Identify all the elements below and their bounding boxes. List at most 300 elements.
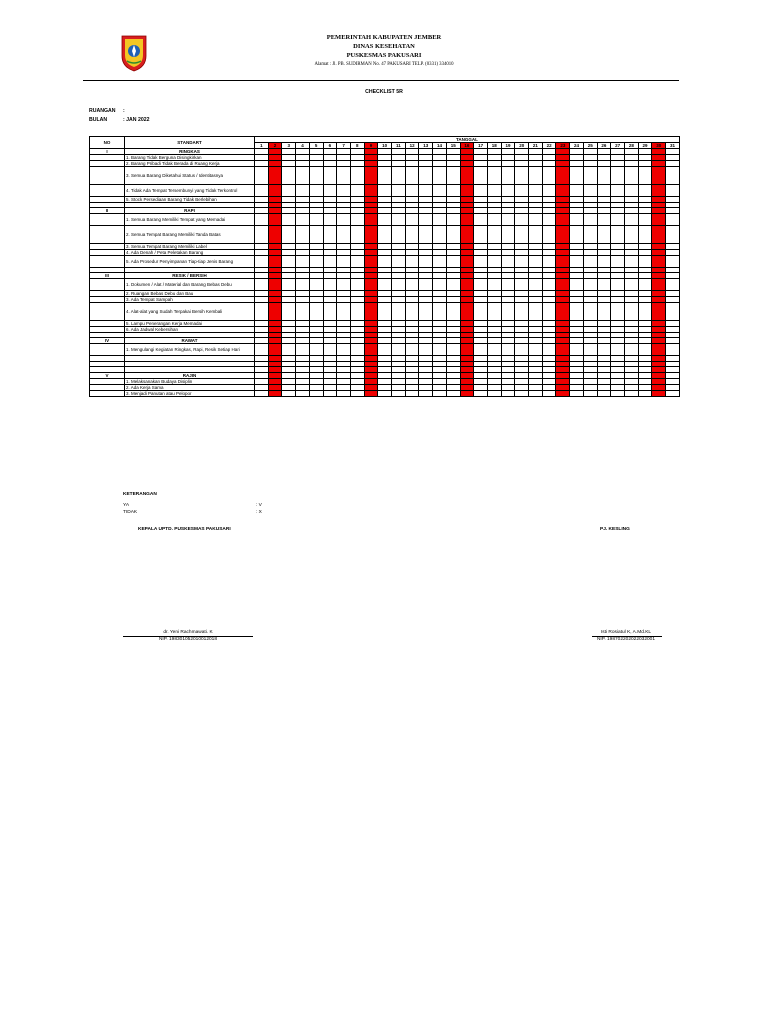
check-cell[interactable] (638, 390, 652, 396)
check-cell[interactable] (487, 255, 501, 267)
check-cell[interactable] (515, 167, 529, 185)
check-cell[interactable] (350, 344, 364, 356)
check-cell[interactable] (378, 184, 392, 196)
check-cell[interactable] (652, 390, 666, 396)
check-cell[interactable] (392, 226, 406, 244)
check-cell[interactable] (611, 303, 625, 321)
check-cell[interactable] (515, 390, 529, 396)
check-cell[interactable] (487, 167, 501, 185)
check-cell[interactable] (474, 390, 488, 396)
standart-cell: 6. Ada Jadwal Kebersihan (125, 326, 255, 332)
check-cell[interactable] (268, 214, 282, 226)
check-cell[interactable] (638, 214, 652, 226)
check-cell[interactable] (296, 214, 310, 226)
check-cell[interactable] (268, 167, 282, 185)
check-cell[interactable] (446, 344, 460, 356)
section-title: RINGKAS (125, 149, 255, 155)
check-cell[interactable] (392, 184, 406, 196)
check-cell[interactable] (570, 184, 584, 196)
check-cell[interactable] (419, 167, 433, 185)
standart-cell: 4. Tidak Ada Tempat Tersembunyi yang Tidak Terkontrol (125, 184, 255, 196)
check-cell[interactable] (282, 184, 296, 196)
check-cell[interactable] (323, 255, 337, 267)
check-cell[interactable] (460, 255, 474, 267)
check-cell[interactable] (282, 279, 296, 291)
check-cell[interactable] (460, 390, 474, 396)
check-cell[interactable] (350, 214, 364, 226)
check-cell[interactable] (433, 214, 447, 226)
check-cell[interactable] (309, 344, 323, 356)
check-cell[interactable] (309, 184, 323, 196)
check-cell[interactable] (419, 184, 433, 196)
check-cell[interactable] (515, 303, 529, 321)
check-cell[interactable] (323, 303, 337, 321)
row-no-cell: II (90, 208, 125, 214)
check-cell[interactable] (255, 226, 269, 244)
check-cell[interactable] (570, 344, 584, 356)
check-cell[interactable] (570, 167, 584, 185)
row-no-cell (90, 344, 125, 356)
check-cell[interactable] (282, 344, 296, 356)
check-cell[interactable] (460, 303, 474, 321)
check-cell[interactable] (392, 303, 406, 321)
check-cell[interactable] (474, 214, 488, 226)
check-cell[interactable] (419, 255, 433, 267)
check-cell[interactable] (296, 226, 310, 244)
check-cell[interactable] (583, 214, 597, 226)
signer-left-title: KEPALA UPTD. PUSKESMAS PAKUSARI (138, 527, 231, 532)
check-cell[interactable] (515, 184, 529, 196)
check-cell[interactable] (323, 226, 337, 244)
check-cell[interactable] (433, 390, 447, 396)
check-cell[interactable] (556, 184, 570, 196)
check-cell[interactable] (350, 226, 364, 244)
check-cell[interactable] (309, 303, 323, 321)
check-cell[interactable] (597, 344, 611, 356)
check-cell[interactable] (611, 167, 625, 185)
check-cell[interactable] (570, 303, 584, 321)
check-cell[interactable] (487, 184, 501, 196)
check-cell[interactable] (268, 303, 282, 321)
check-cell[interactable] (255, 279, 269, 291)
check-cell[interactable] (638, 303, 652, 321)
row-no-cell: III (90, 273, 125, 279)
check-cell[interactable] (350, 184, 364, 196)
check-cell[interactable] (542, 303, 556, 321)
check-cell[interactable] (296, 279, 310, 291)
check-cell[interactable] (405, 279, 419, 291)
check-cell[interactable] (460, 279, 474, 291)
check-cell[interactable] (624, 390, 638, 396)
check-cell[interactable] (624, 184, 638, 196)
check-cell[interactable] (460, 226, 474, 244)
check-cell[interactable] (350, 279, 364, 291)
check-cell[interactable] (323, 344, 337, 356)
check-cell[interactable] (255, 390, 269, 396)
check-cell[interactable] (652, 279, 666, 291)
check-cell[interactable] (487, 303, 501, 321)
check-cell[interactable] (529, 303, 543, 321)
check-cell[interactable] (570, 390, 584, 396)
check-cell[interactable] (529, 226, 543, 244)
check-cell[interactable] (542, 344, 556, 356)
check-cell[interactable] (652, 344, 666, 356)
check-cell[interactable] (501, 214, 515, 226)
check-cell[interactable] (364, 214, 378, 226)
check-cell[interactable] (296, 184, 310, 196)
check-cell[interactable] (282, 303, 296, 321)
check-cell[interactable] (433, 167, 447, 185)
check-cell[interactable] (556, 255, 570, 267)
check-cell[interactable] (611, 255, 625, 267)
check-cell[interactable] (419, 214, 433, 226)
check-cell[interactable] (487, 344, 501, 356)
check-cell[interactable] (542, 255, 556, 267)
check-cell[interactable] (255, 167, 269, 185)
check-cell[interactable] (652, 167, 666, 185)
check-cell[interactable] (378, 279, 392, 291)
day-header: 5 (309, 143, 323, 149)
check-cell[interactable] (350, 167, 364, 185)
check-cell[interactable] (419, 279, 433, 291)
check-cell[interactable] (542, 226, 556, 244)
check-cell[interactable] (405, 167, 419, 185)
check-cell[interactable] (515, 226, 529, 244)
check-cell[interactable] (405, 303, 419, 321)
row-no-cell (90, 255, 125, 267)
check-cell[interactable] (542, 279, 556, 291)
check-cell[interactable] (666, 303, 680, 321)
check-cell[interactable] (611, 390, 625, 396)
check-cell[interactable] (255, 184, 269, 196)
check-cell[interactable] (392, 255, 406, 267)
check-cell[interactable] (337, 279, 351, 291)
check-cell[interactable] (446, 167, 460, 185)
check-cell[interactable] (570, 255, 584, 267)
check-cell[interactable] (570, 214, 584, 226)
check-cell[interactable] (255, 214, 269, 226)
check-cell[interactable] (583, 344, 597, 356)
check-cell[interactable] (666, 214, 680, 226)
check-cell[interactable] (392, 279, 406, 291)
check-cell[interactable] (433, 226, 447, 244)
check-cell[interactable] (460, 167, 474, 185)
check-cell[interactable] (364, 255, 378, 267)
check-cell[interactable] (487, 214, 501, 226)
check-cell[interactable] (597, 279, 611, 291)
check-cell[interactable] (433, 184, 447, 196)
check-cell[interactable] (296, 255, 310, 267)
check-cell[interactable] (515, 214, 529, 226)
check-cell[interactable] (337, 303, 351, 321)
check-cell[interactable] (556, 303, 570, 321)
check-cell[interactable] (378, 226, 392, 244)
check-cell[interactable] (337, 344, 351, 356)
check-cell[interactable] (364, 279, 378, 291)
check-cell[interactable] (638, 255, 652, 267)
check-cell[interactable] (529, 279, 543, 291)
check-cell[interactable] (652, 214, 666, 226)
check-cell[interactable] (419, 344, 433, 356)
check-cell[interactable] (624, 303, 638, 321)
puskesmas-name: PUSKESMAS PAKUSARI (346, 52, 422, 59)
check-cell[interactable] (392, 344, 406, 356)
check-cell[interactable] (583, 255, 597, 267)
check-cell[interactable] (542, 167, 556, 185)
check-cell[interactable] (638, 184, 652, 196)
check-cell[interactable] (501, 303, 515, 321)
check-cell[interactable] (529, 167, 543, 185)
check-cell[interactable] (597, 167, 611, 185)
check-cell[interactable] (433, 303, 447, 321)
check-cell[interactable] (515, 344, 529, 356)
check-cell[interactable] (282, 167, 296, 185)
check-cell[interactable] (392, 390, 406, 396)
check-cell[interactable] (597, 184, 611, 196)
check-cell[interactable] (583, 167, 597, 185)
check-cell[interactable] (446, 303, 460, 321)
check-cell[interactable] (446, 214, 460, 226)
table-row (90, 279, 680, 291)
check-cell[interactable] (460, 214, 474, 226)
check-cell[interactable] (364, 390, 378, 396)
check-cell[interactable] (624, 255, 638, 267)
check-cell[interactable] (309, 255, 323, 267)
check-cell[interactable] (501, 279, 515, 291)
check-cell[interactable] (364, 303, 378, 321)
check-cell[interactable] (296, 390, 310, 396)
check-cell[interactable] (337, 167, 351, 185)
check-cell[interactable] (337, 226, 351, 244)
check-cell[interactable] (487, 279, 501, 291)
checklist-table (89, 136, 680, 397)
check-cell[interactable] (392, 214, 406, 226)
check-cell[interactable] (268, 390, 282, 396)
check-cell[interactable] (268, 226, 282, 244)
check-cell[interactable] (570, 226, 584, 244)
check-cell[interactable] (268, 184, 282, 196)
check-cell[interactable] (611, 226, 625, 244)
check-cell[interactable] (474, 167, 488, 185)
check-cell[interactable] (611, 214, 625, 226)
check-cell[interactable] (433, 344, 447, 356)
check-cell[interactable] (556, 167, 570, 185)
check-cell[interactable] (350, 303, 364, 321)
check-cell[interactable] (378, 390, 392, 396)
check-cell[interactable] (419, 390, 433, 396)
check-cell[interactable] (378, 214, 392, 226)
check-cell[interactable] (542, 184, 556, 196)
standart-cell: 4. Alat-alat yang Sudah Terpakai Bersih Kembali (125, 303, 255, 321)
check-cell[interactable] (296, 344, 310, 356)
check-cell[interactable] (652, 184, 666, 196)
check-cell[interactable] (282, 255, 296, 267)
check-cell[interactable] (501, 390, 515, 396)
check-cell[interactable] (487, 226, 501, 244)
check-cell[interactable] (255, 344, 269, 356)
check-cell[interactable] (364, 167, 378, 185)
check-cell[interactable] (624, 167, 638, 185)
day-header: 16 (460, 143, 474, 149)
check-cell[interactable] (433, 255, 447, 267)
check-cell[interactable] (419, 226, 433, 244)
check-cell[interactable] (323, 390, 337, 396)
check-cell[interactable] (309, 167, 323, 185)
check-cell[interactable] (323, 279, 337, 291)
check-cell[interactable] (624, 279, 638, 291)
check-cell[interactable] (405, 390, 419, 396)
check-cell[interactable] (652, 303, 666, 321)
check-cell[interactable] (460, 184, 474, 196)
check-cell[interactable] (337, 184, 351, 196)
check-cell[interactable] (597, 255, 611, 267)
check-cell[interactable] (474, 184, 488, 196)
check-cell[interactable] (529, 344, 543, 356)
check-cell[interactable] (350, 390, 364, 396)
check-cell[interactable] (597, 390, 611, 396)
check-cell[interactable] (323, 214, 337, 226)
check-cell[interactable] (433, 279, 447, 291)
check-cell[interactable] (638, 279, 652, 291)
check-cell[interactable] (282, 390, 296, 396)
day-header: 14 (433, 143, 447, 149)
check-cell[interactable] (405, 255, 419, 267)
check-cell[interactable] (364, 344, 378, 356)
check-cell[interactable] (583, 303, 597, 321)
check-cell[interactable] (529, 184, 543, 196)
check-cell[interactable] (597, 214, 611, 226)
check-cell[interactable] (542, 390, 556, 396)
check-cell[interactable] (419, 303, 433, 321)
check-cell[interactable] (515, 279, 529, 291)
check-cell[interactable] (529, 390, 543, 396)
check-cell[interactable] (542, 214, 556, 226)
check-cell[interactable] (474, 255, 488, 267)
check-cell[interactable] (583, 226, 597, 244)
check-cell[interactable] (405, 226, 419, 244)
check-cell[interactable] (529, 255, 543, 267)
check-cell[interactable] (405, 214, 419, 226)
check-cell[interactable] (474, 303, 488, 321)
check-cell[interactable] (666, 390, 680, 396)
check-cell[interactable] (378, 255, 392, 267)
check-cell[interactable] (583, 390, 597, 396)
check-cell[interactable] (556, 214, 570, 226)
check-cell[interactable] (515, 255, 529, 267)
col-no-header: NO (90, 137, 125, 149)
check-cell[interactable] (309, 214, 323, 226)
check-cell[interactable] (337, 255, 351, 267)
check-cell[interactable] (446, 255, 460, 267)
check-cell[interactable] (652, 226, 666, 244)
check-cell[interactable] (638, 226, 652, 244)
check-cell[interactable] (666, 184, 680, 196)
check-cell[interactable] (556, 390, 570, 396)
check-cell[interactable] (583, 184, 597, 196)
check-cell[interactable] (624, 344, 638, 356)
check-cell[interactable] (556, 226, 570, 244)
check-cell[interactable] (597, 226, 611, 244)
check-cell[interactable] (268, 344, 282, 356)
check-cell[interactable] (666, 167, 680, 185)
day-header: 12 (405, 143, 419, 149)
check-cell[interactable] (666, 344, 680, 356)
check-cell[interactable] (666, 279, 680, 291)
check-cell[interactable] (337, 214, 351, 226)
check-cell[interactable] (255, 255, 269, 267)
check-cell[interactable] (296, 303, 310, 321)
check-cell[interactable] (405, 184, 419, 196)
check-cell[interactable] (501, 167, 515, 185)
check-cell[interactable] (474, 344, 488, 356)
check-cell[interactable] (378, 344, 392, 356)
check-cell[interactable] (501, 184, 515, 196)
check-cell[interactable] (666, 255, 680, 267)
check-cell[interactable] (652, 255, 666, 267)
check-cell[interactable] (364, 184, 378, 196)
check-cell[interactable] (446, 226, 460, 244)
check-cell[interactable] (638, 167, 652, 185)
check-cell[interactable] (446, 390, 460, 396)
check-cell[interactable] (309, 390, 323, 396)
check-cell[interactable] (282, 214, 296, 226)
check-cell[interactable] (378, 167, 392, 185)
check-cell[interactable] (323, 167, 337, 185)
check-cell[interactable] (611, 184, 625, 196)
check-cell[interactable] (666, 226, 680, 244)
check-cell[interactable] (268, 255, 282, 267)
check-cell[interactable] (364, 226, 378, 244)
check-cell[interactable] (378, 303, 392, 321)
check-cell[interactable] (556, 344, 570, 356)
check-cell[interactable] (556, 279, 570, 291)
check-cell[interactable] (446, 279, 460, 291)
day-header: 23 (556, 143, 570, 149)
check-cell[interactable] (474, 226, 488, 244)
check-cell[interactable] (268, 279, 282, 291)
check-cell[interactable] (638, 344, 652, 356)
check-cell[interactable] (597, 303, 611, 321)
check-cell[interactable] (309, 226, 323, 244)
check-cell[interactable] (309, 279, 323, 291)
check-cell[interactable] (501, 255, 515, 267)
check-cell[interactable] (323, 184, 337, 196)
check-cell[interactable] (501, 226, 515, 244)
check-cell[interactable] (405, 344, 419, 356)
check-cell[interactable] (255, 303, 269, 321)
legend-ya-label: YA (123, 503, 130, 508)
check-cell[interactable] (611, 279, 625, 291)
check-cell[interactable] (446, 184, 460, 196)
header-divider (83, 80, 679, 81)
check-cell[interactable] (611, 344, 625, 356)
check-cell[interactable] (570, 279, 584, 291)
check-cell[interactable] (474, 279, 488, 291)
check-cell[interactable] (296, 167, 310, 185)
check-cell[interactable] (624, 226, 638, 244)
check-cell[interactable] (337, 390, 351, 396)
section-title: RAPI (125, 208, 255, 214)
check-cell[interactable] (624, 214, 638, 226)
check-cell[interactable] (501, 344, 515, 356)
check-cell[interactable] (529, 214, 543, 226)
check-cell[interactable] (350, 255, 364, 267)
check-cell[interactable] (487, 390, 501, 396)
check-cell[interactable] (392, 167, 406, 185)
check-cell[interactable] (583, 279, 597, 291)
check-cell[interactable] (282, 226, 296, 244)
check-cell[interactable] (460, 344, 474, 356)
